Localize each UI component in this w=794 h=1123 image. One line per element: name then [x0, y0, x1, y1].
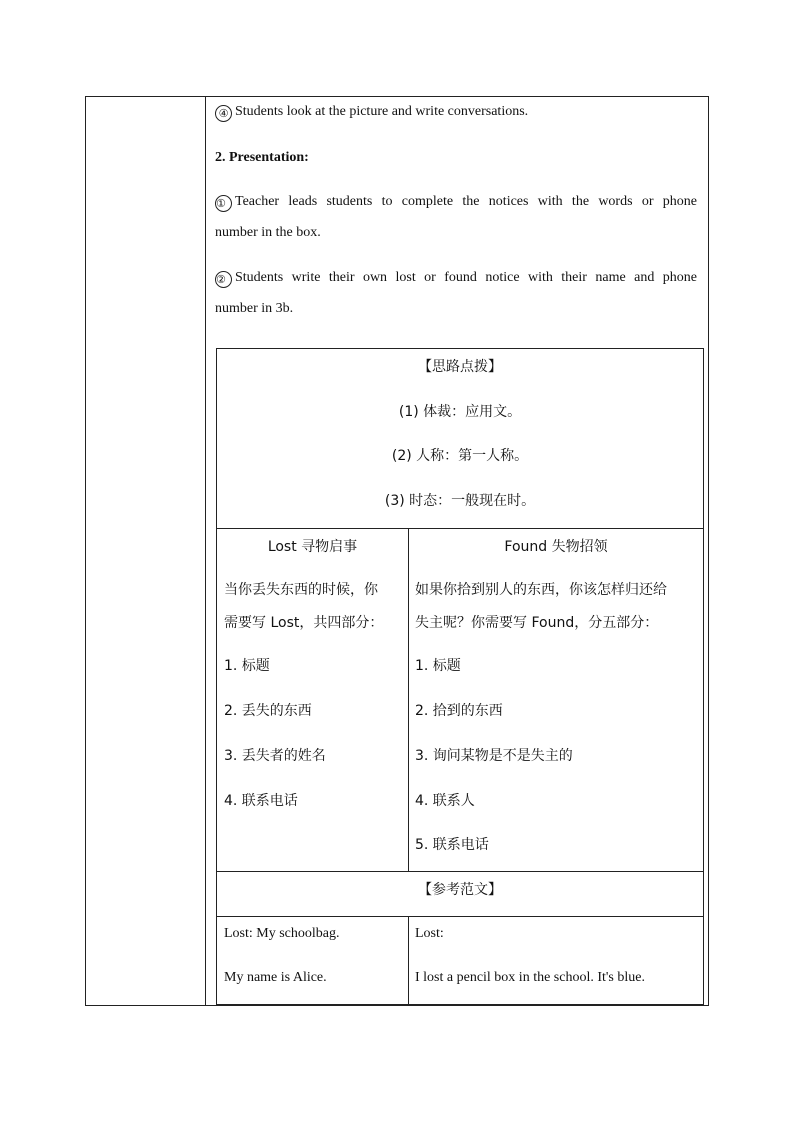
presentation-item-1: [215, 194, 697, 212]
lost-item: 4. 联系电话: [224, 793, 298, 809]
found-item: 5. 联系电话: [415, 837, 489, 853]
item-2-number: ②: [215, 271, 232, 288]
item-1-line-1: Teacher leads students to complete the notices with the words or phone: [235, 194, 697, 209]
divider: [217, 871, 703, 872]
step-4: [215, 104, 528, 122]
found-intro-line-2: 失主呢？你需要写 Found，分五部分：: [415, 615, 659, 631]
lost-header: Lost 寻物启事: [267, 539, 358, 555]
found-item: 2. 拾到的东西: [415, 703, 503, 719]
column-divider: [205, 97, 206, 1005]
step-4-text: Students look at the picture and write conversations.: [235, 104, 529, 119]
found-item: 1. 标题: [415, 658, 461, 674]
hint-genre: (1) 体裁：应用文。: [398, 404, 522, 420]
presentation-heading: 2. Presentation:: [215, 150, 309, 165]
hints-title: 【思路点拨】: [418, 359, 502, 375]
column-divider: [408, 528, 409, 871]
hint-person: (2) 人称：第一人称。: [391, 448, 529, 464]
item-2-line-2: number in 3b.: [215, 301, 294, 316]
step-4-number: ④: [215, 105, 232, 122]
sample-right-line-2: I lost a pencil box in the school. It's blue.: [415, 970, 645, 985]
item-1-line-2: number in the box.: [215, 225, 321, 240]
lost-intro-line-1: 当你丢失东西的时候，你: [224, 582, 378, 598]
sample-title: 【参考范文】: [418, 882, 502, 898]
lost-item: 2. 丢失的东西: [224, 703, 312, 719]
sample-right-line-1: Lost:: [415, 926, 444, 941]
item-1-number: ①: [215, 195, 232, 212]
found-item: 4. 联系人: [415, 793, 475, 809]
hint-tense: (3) 时态：一般现在时。: [384, 493, 536, 509]
sample-lost-line-1: Lost: My schoolbag.: [224, 926, 340, 941]
lost-item: 1. 标题: [224, 658, 270, 674]
sample-lost-line-2: My name is Alice.: [224, 970, 327, 985]
item-2-line-1: Students write their own lost or found notice with their name and phone: [235, 270, 697, 285]
lost-intro-line-2: 需要写 Lost，共四部分：: [224, 615, 384, 631]
writing-tips-table: [216, 348, 704, 1005]
found-intro-line-1: 如果你拾到别人的东西，你该怎样归还给: [415, 582, 667, 598]
found-header: Found 失物招领: [504, 539, 608, 555]
divider: [217, 916, 703, 917]
column-divider: [408, 916, 409, 1006]
found-item: 3. 询问某物是不是失主的: [415, 748, 573, 764]
presentation-item-2: [215, 270, 697, 288]
divider: [217, 528, 703, 529]
lost-item: 3. 丢失者的姓名: [224, 748, 326, 764]
